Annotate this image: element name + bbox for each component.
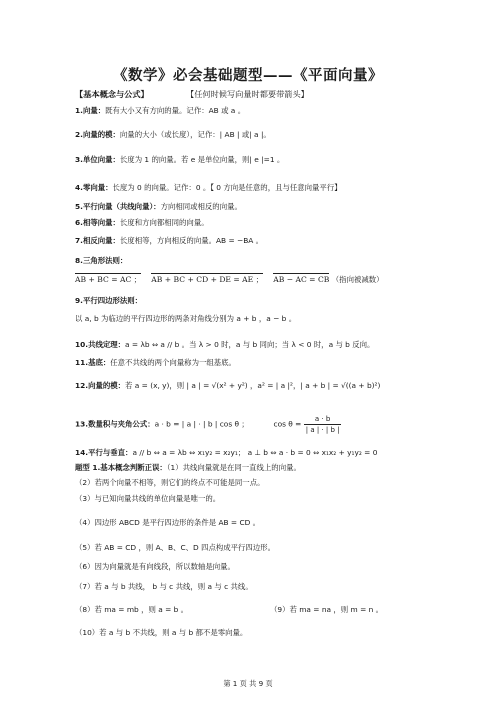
page-title: 《数学》必会基础题型——《平面向量》: [113, 67, 383, 84]
question-5: （5）若 AB = CD ，则 A、B、C、D 四点构成平行四边形。: [75, 543, 275, 552]
item-11-label: 11.基底：: [75, 358, 111, 367]
item-3-text: 长度为 1 的向量。若 e 是单位向量，则| e |=1 。: [119, 155, 285, 164]
section-note: 【任何时候写向量时都要带箭头】: [186, 89, 309, 99]
item-7-label: 7.相反向量：: [75, 236, 120, 245]
item-6: [75, 218, 209, 228]
question-10: （10）若 a 与 b 不共线，则 a 与 b 都不是零向量。: [75, 628, 248, 637]
question-7: （7）若 a 与 b 共线， b 与 c 共线，则 a 与 c 共线。: [75, 582, 253, 591]
question-8: （8）若 ma = mb ，则 a = b 。: [75, 605, 189, 614]
item-14-label: 14.平行与垂直：: [75, 448, 133, 457]
item-2-label: 2.向量的模：: [75, 130, 120, 139]
item-9-text: 以 a, b 为临边的平行四边形的两条对角线分别为 a + b ，a − b 。: [75, 314, 297, 323]
triangle-formula-1: AB + BC = AC ；: [75, 275, 142, 284]
item-13-label: 13.数量积与夹角公式：: [75, 419, 155, 429]
item-3-label: 3.单位向量：: [75, 155, 120, 164]
item-9-label: 9.平行四边形法则：: [75, 296, 143, 305]
triangle-formula-note: （指向被减数）: [331, 275, 384, 284]
item-14: [75, 448, 377, 458]
item-1-label: 1.向量：: [75, 106, 106, 115]
exercise-1-label: 题型 1.基本概念判断正误：: [75, 463, 167, 472]
item-8-label: 8.三角形法则：: [75, 256, 128, 265]
question-1: （1）共线向量就是在同一直线上的向量。: [166, 463, 301, 472]
item-7: [75, 236, 263, 246]
triangle-formula-2: AB + BC + CD + DE = AE ；: [151, 275, 264, 284]
item-11: [75, 358, 236, 368]
item-12-label: 12.向量的模：: [75, 381, 126, 390]
question-6: （6）因为向量就是有向线段，所以数轴是向量。: [75, 562, 235, 571]
item-12: [75, 381, 380, 391]
cos-numerator: a · b: [304, 414, 342, 425]
cos-denominator: | a | · | b |: [305, 426, 340, 434]
item-11-text: 任意不共线的两个向量称为一组基底。: [110, 358, 236, 367]
cos-formula-label: cos θ =: [273, 419, 302, 429]
item-2: [75, 130, 271, 140]
item-7-text: 长度相等，方向相反的向量。AB = −BA 。: [119, 236, 264, 245]
item-5: [75, 202, 242, 212]
item-5-label: 5.平行向量（共线向量）：: [75, 202, 161, 211]
item-3: [75, 155, 284, 165]
item-10-label: 10.共线定理：: [75, 340, 126, 349]
item-4: [75, 183, 342, 193]
item-12-text: 若 a = (x, y)，则 | a | = √(x² + y²) ，a² = | a |²，| a + b | = √((a + b)²): [125, 381, 381, 390]
item-2-text: 向量的大小（或长度），记作：| AB | 或| a |。: [119, 130, 271, 139]
question-4: （4）四边形 ABCD 是平行四边形的条件是 AB = CD 。: [75, 518, 261, 527]
exercise-1: [75, 463, 301, 473]
item-5-text: 方向相同或相反的向量。: [160, 202, 242, 211]
item-9: [75, 296, 142, 306]
item-1: [75, 106, 245, 116]
item-6-text: 长度和方向都相同的向量。: [119, 218, 209, 227]
item-4-label: 4.零向量：: [75, 183, 113, 192]
item-10: [75, 340, 374, 350]
cos-fraction: [304, 414, 342, 435]
item-13-text: a · b = | a | · | b | cos θ ；: [154, 419, 249, 429]
item-14-text: a // b ⇔ a = λb ⇔ x₁y₂ = x₂y₁； a ⊥ b ⇔ a · b = 0 ⇔ x₁x₂ + y₁y₂ = 0: [132, 448, 378, 457]
item-13: [75, 414, 341, 435]
item-4-text: 长度为 0 的向量。记作：0 。【 0 方向是任意的，且与任意向量平行】: [112, 183, 342, 192]
triangle-rule-formulas: [75, 273, 384, 285]
question-9: （9）若 ma = na ，则 m = n 。: [270, 605, 384, 614]
question-2: （2）若两个向量不相等，则它们的终点不可能是同一点。: [75, 478, 265, 487]
question-3: （3）与已知向量共线的单位向量是唯一的。: [75, 494, 221, 503]
item-1-text: 既有大小又有方向的量。记作：AB 或 a 。: [105, 106, 246, 115]
triangle-formula-3: AB − AC = CB: [273, 275, 330, 284]
page-footer: 第 1 页 共 9 页: [223, 679, 273, 688]
item-10-text: a = λb ⇔ a // b 。当 λ > 0 时，a 与 b 同向；当 λ < 0 时，a 与 b 反向。: [125, 340, 375, 349]
item-8: [75, 256, 127, 266]
item-6-label: 6.相等向量：: [75, 218, 120, 227]
section-header: 【基本概念与公式】: [75, 89, 149, 99]
